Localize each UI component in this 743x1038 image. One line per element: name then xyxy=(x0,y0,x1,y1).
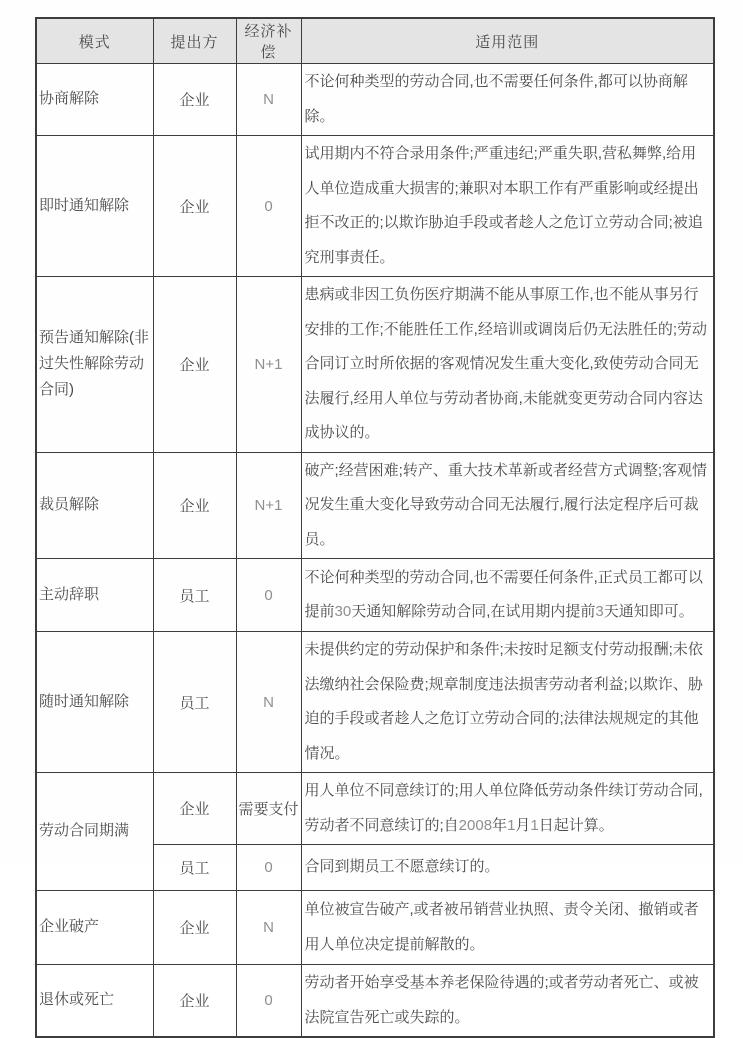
cell-proposer: 员工 xyxy=(153,559,236,632)
cell-compensation: N xyxy=(236,64,301,136)
cell-scope: 不论何种类型的劳动合同,也不需要任何条件,正式员工都可以提前30天通知解除劳动合同,在试用期内提前3天通知即可。 xyxy=(301,559,714,632)
cell-compensation: 0 xyxy=(236,965,301,1038)
cell-mode: 劳动合同期满 xyxy=(36,773,153,891)
cell-mode: 预告通知解除(非过失性解除劳动合同) xyxy=(36,277,153,453)
table-row xyxy=(36,891,714,965)
table-row xyxy=(36,773,714,845)
cell-scope: 患病或非因工负伤医疗期满不能从事原工作,也不能从事另行安排的工作;不能胜任工作,经培训或调岗后仍无法胜任的;劳动合同订立时所依据的客观情况发生重大变化,致使劳动合同无法履行,经用人单位与劳动者协商,未能就变更劳动合同内容达成协议的。 xyxy=(301,277,714,453)
header-proposer: 提出方 xyxy=(153,18,236,64)
cell-compensation: 需要支付 xyxy=(236,773,301,845)
table-row xyxy=(36,64,714,136)
cell-proposer: 企业 xyxy=(153,773,236,845)
table-row xyxy=(36,277,714,453)
cell-scope: 破产;经营困难;转产、重大技术革新或者经营方式调整;客观情况发生重大变化导致劳动合同无法履行,履行法定程序后可裁员。 xyxy=(301,452,714,559)
table-header xyxy=(36,18,714,64)
cell-compensation: N xyxy=(236,632,301,773)
cell-proposer: 员工 xyxy=(153,632,236,773)
cell-proposer: 企业 xyxy=(153,452,236,559)
cell-compensation: 0 xyxy=(236,845,301,891)
cell-proposer: 企业 xyxy=(153,64,236,136)
cell-scope: 单位被宣告破产,或者被吊销营业执照、责令关闭、撤销或者用人单位决定提前解散的。 xyxy=(301,891,714,965)
header-mode: 模式 xyxy=(36,18,153,64)
cell-scope: 劳动者开始享受基本养老保险待遇的;或者劳动者死亡、或被法院宣告死亡或失踪的。 xyxy=(301,965,714,1038)
cell-scope: 不论何种类型的劳动合同,也不需要任何条件,都可以协商解除。 xyxy=(301,64,714,136)
cell-proposer: 企业 xyxy=(153,891,236,965)
cell-compensation: 0 xyxy=(236,559,301,632)
cell-scope: 试用期内不符合录用条件;严重违纪;严重失职,营私舞弊,给用人单位造成重大损害的;兼职对本职工作有严重影响或经提出拒不改正的;以欺诈胁迫手段或者趁人之危订立劳动合同;被追究刑事责任。 xyxy=(301,136,714,277)
cell-mode: 即时通知解除 xyxy=(36,136,153,277)
table-row xyxy=(36,965,714,1038)
cell-proposer: 企业 xyxy=(153,965,236,1038)
cell-compensation: N+1 xyxy=(236,452,301,559)
cell-mode: 随时通知解除 xyxy=(36,632,153,773)
cell-compensation: N+1 xyxy=(236,277,301,453)
cell-scope: 用人单位不同意续订的;用人单位降低劳动条件续订劳动合同,劳动者不同意续订的;自2008年1月1日起计算。 xyxy=(301,773,714,845)
cell-mode: 主动辞职 xyxy=(36,559,153,632)
cell-proposer: 企业 xyxy=(153,136,236,277)
cell-mode: 退休或死亡 xyxy=(36,965,153,1038)
cell-scope: 未提供约定的劳动保护和条件;未按时足额支付劳动报酬;未依法缴纳社会保险费;规章制度违法损害劳动者利益;以欺诈、胁迫的手段或者趁人之危订立劳动合同的;法律法规规定的其他情况。 xyxy=(301,632,714,773)
header-row xyxy=(36,18,714,64)
header-compensation: 经济补偿 xyxy=(236,18,301,64)
cell-proposer: 企业 xyxy=(153,277,236,453)
labor-contract-termination-table xyxy=(35,17,715,1038)
cell-scope: 合同到期员工不愿意续订的。 xyxy=(301,845,714,891)
cell-compensation: N xyxy=(236,891,301,965)
table-row xyxy=(36,632,714,773)
table-row xyxy=(36,452,714,559)
cell-proposer: 员工 xyxy=(153,845,236,891)
table-row xyxy=(36,136,714,277)
cell-mode: 协商解除 xyxy=(36,64,153,136)
cell-mode: 企业破产 xyxy=(36,891,153,965)
header-scope: 适用范围 xyxy=(301,18,714,64)
cell-compensation: 0 xyxy=(236,136,301,277)
table-row xyxy=(36,559,714,632)
cell-mode: 裁员解除 xyxy=(36,452,153,559)
